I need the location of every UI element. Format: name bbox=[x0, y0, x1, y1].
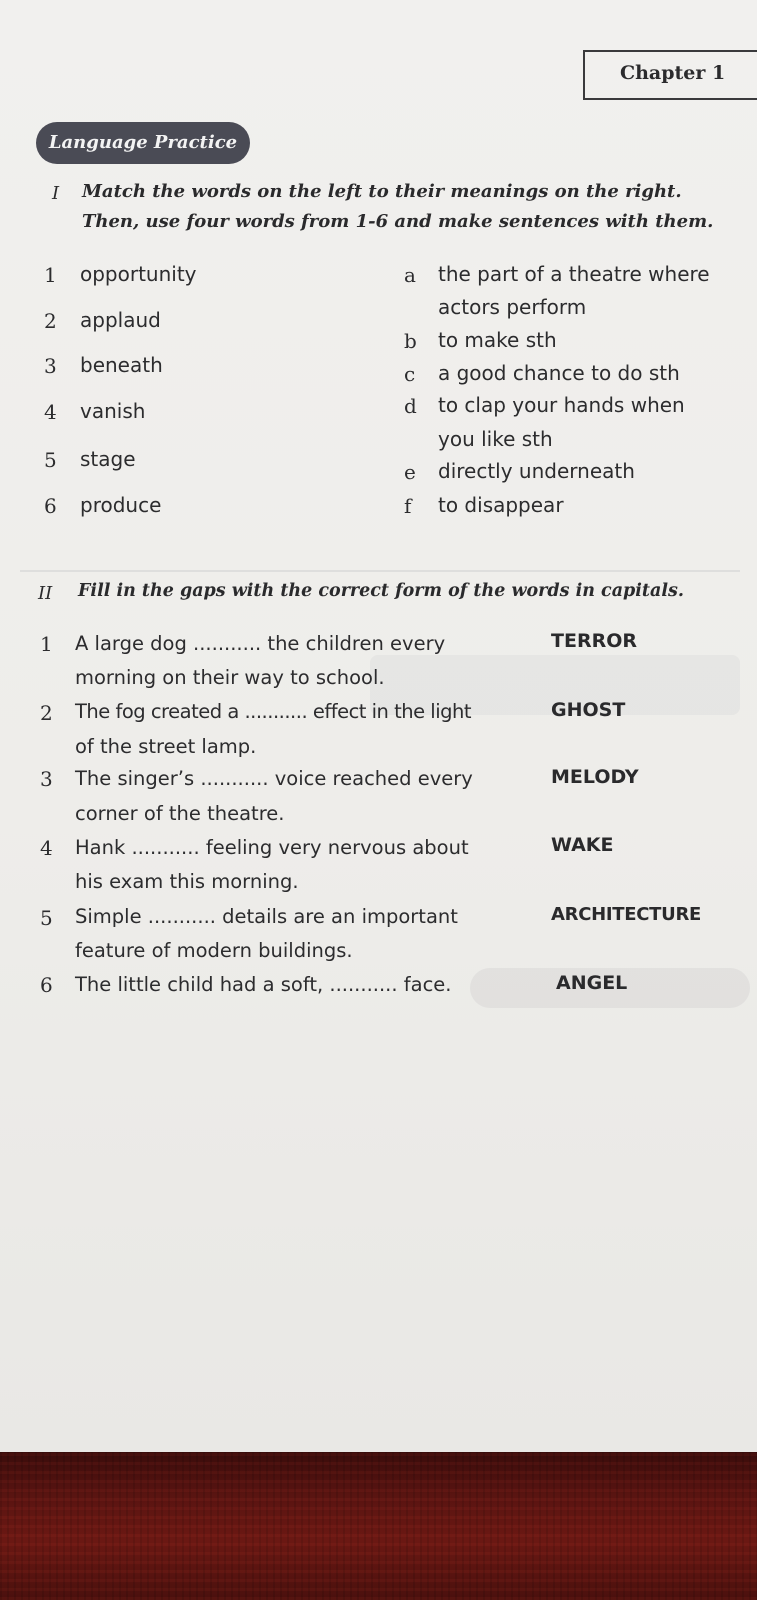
word-item: produce bbox=[80, 493, 162, 517]
item-number: 3 bbox=[40, 767, 53, 791]
word-item: stage bbox=[80, 447, 136, 471]
capital-word: ARCHITECTURE bbox=[551, 904, 701, 925]
sentence-line-2: of the street lamp. bbox=[75, 735, 257, 758]
exercise-2-instruction: Fill in the gaps with the correct form of the words in capitals. bbox=[78, 581, 684, 601]
capital-word: GHOST bbox=[551, 699, 626, 721]
word-number: 1 bbox=[44, 263, 57, 287]
sentence-line-2: morning on their way to school. bbox=[75, 666, 385, 689]
meaning-letter: a bbox=[404, 263, 416, 287]
exercise-2-number: II bbox=[38, 583, 53, 604]
item-number: 4 bbox=[40, 836, 53, 860]
sentence-line-2: corner of the theatre. bbox=[75, 802, 285, 825]
meaning-text: a good chance to do sth bbox=[438, 361, 680, 385]
word-item: vanish bbox=[80, 399, 146, 423]
meaning-text: to disappear bbox=[438, 493, 564, 517]
item-number: 6 bbox=[40, 973, 53, 997]
bleed-through-shadow bbox=[20, 570, 740, 572]
sentence-line-1: Hank ........... feeling very nervous about bbox=[75, 836, 469, 859]
meaning-letter: e bbox=[404, 460, 416, 484]
word-number: 4 bbox=[44, 400, 57, 424]
word-item: opportunity bbox=[80, 262, 197, 286]
meaning-letter: b bbox=[404, 329, 417, 353]
meaning-text: the part of a theatre where bbox=[438, 262, 710, 286]
capital-word: WAKE bbox=[551, 834, 614, 856]
meaning-letter: f bbox=[404, 494, 412, 518]
word-item: applaud bbox=[80, 308, 161, 332]
exercise-1-number: I bbox=[52, 183, 60, 204]
meaning-text: to clap your hands when bbox=[438, 393, 685, 417]
meaning-letter: d bbox=[404, 394, 417, 418]
meaning-letter: c bbox=[404, 362, 416, 386]
sentence-line-1: The fog created a ........... effect in the light bbox=[75, 700, 472, 723]
capital-word: ANGEL bbox=[556, 972, 628, 994]
word-number: 6 bbox=[44, 494, 57, 518]
section-badge: Language Practice bbox=[36, 122, 250, 164]
sentence-line-2: feature of modern buildings. bbox=[75, 939, 353, 962]
meaning-text: actors perform bbox=[438, 295, 587, 319]
item-number: 2 bbox=[40, 701, 53, 725]
capital-word: MELODY bbox=[551, 766, 639, 788]
sentence-line-2: his exam this morning. bbox=[75, 870, 299, 893]
sentence-line-1: The little child had a soft, ........... face. bbox=[75, 973, 452, 996]
chapter-label: Chapter 1 bbox=[620, 62, 726, 84]
word-number: 2 bbox=[44, 309, 57, 333]
table-surface bbox=[0, 1452, 757, 1600]
meaning-text: directly underneath bbox=[438, 459, 635, 483]
meaning-text: to make sth bbox=[438, 328, 557, 352]
meaning-text: you like sth bbox=[438, 427, 553, 451]
item-number: 1 bbox=[40, 632, 53, 656]
capital-word: TERROR bbox=[551, 630, 637, 652]
word-number: 3 bbox=[44, 354, 57, 378]
exercise-1-instruction-line-2: Then, use four words from 1-6 and make sentences with them. bbox=[82, 211, 714, 232]
item-number: 5 bbox=[40, 906, 53, 930]
word-number: 5 bbox=[44, 448, 57, 472]
sentence-line-1: Simple ........... details are an important bbox=[75, 905, 458, 928]
exercise-1-instruction-line-1: Match the words on the left to their meanings on the right. bbox=[82, 181, 682, 202]
word-item: beneath bbox=[80, 353, 163, 377]
sentence-line-1: A large dog ........... the children every bbox=[75, 632, 446, 655]
sentence-line-1: The singer’s ........... voice reached every bbox=[75, 767, 473, 790]
